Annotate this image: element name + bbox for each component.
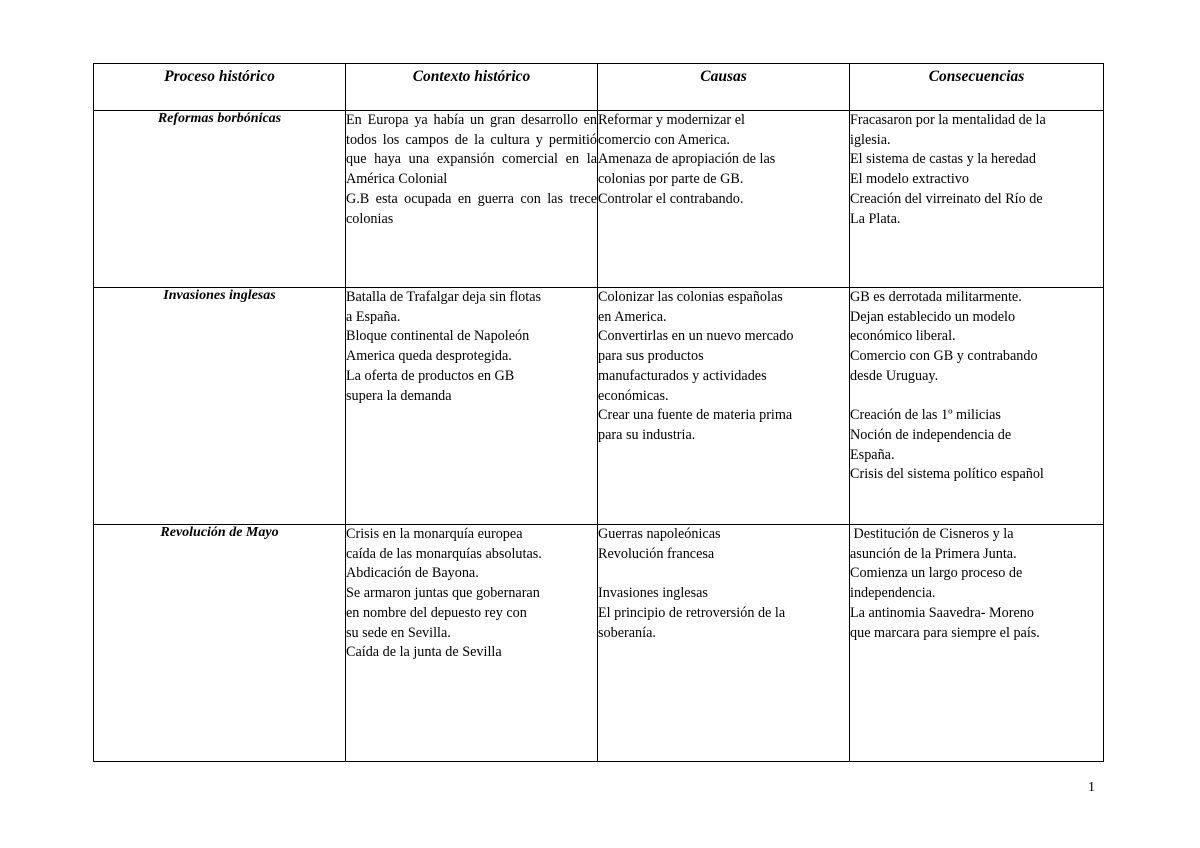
- context-line: Caída de la junta de Sevilla: [346, 644, 502, 661]
- history-table: [93, 63, 1104, 762]
- consequences-line: El sistema de castas y la heredad: [850, 151, 1036, 168]
- causes-line: Colonizar las colonias españolas: [598, 289, 783, 305]
- context-line: Crisis en la monarquía europea: [346, 526, 523, 542]
- process-name-cell: [94, 111, 346, 288]
- consequences-line: independencia.: [850, 585, 936, 602]
- context-paragraph: En Europa ya había un gran desarrollo en todos los campos de la cultura y permitió que haya una expansión comercial en la América Colonial: [346, 112, 597, 188]
- blank-line: [850, 387, 1103, 407]
- causes-line: Crear una fuente de materia prima: [598, 407, 793, 424]
- consequences-line: Dejan establecido un modelo: [850, 308, 1016, 325]
- causes-line: para su industria.: [598, 426, 696, 443]
- causes-line: Invasiones inglesas: [598, 585, 708, 602]
- blank-line: [598, 564, 849, 584]
- header-context: Contexto histórico: [346, 64, 598, 111]
- consequences-line: Fracasaron por la mentalidad de la: [850, 112, 1046, 128]
- context-paragraph: G.B esta ocupada en guerra con las trece colonias: [346, 190, 597, 227]
- consequences-line: Crisis del sistema político español: [850, 466, 1044, 483]
- context-line: Se armaron juntas que gobernaran: [346, 585, 540, 602]
- causes-line: Revolución francesa: [598, 545, 715, 562]
- causes-line: comercio con America.: [598, 131, 730, 148]
- context-line: Bloque continental de Napoleón: [346, 328, 530, 345]
- context-line: supera la demanda: [346, 387, 452, 404]
- causes-cell: [598, 288, 850, 525]
- consequences-line: España.: [850, 446, 895, 463]
- context-line: America queda desprotegida.: [346, 348, 512, 365]
- table-header-row: [94, 64, 1104, 111]
- table-row: [94, 288, 1104, 525]
- consequences-line: Creación del virreinato del Río de: [850, 190, 1043, 207]
- consequences-line: Destitución de Cisneros y la: [850, 526, 1014, 542]
- context-cell: [346, 525, 598, 762]
- causes-line: Convertirlas en un nuevo mercado: [598, 328, 794, 345]
- causes-line: soberanía.: [598, 624, 656, 641]
- causes-cell: [598, 111, 850, 288]
- consequences-line: La antinomia Saavedra- Moreno: [850, 604, 1034, 621]
- causes-line: para sus productos: [598, 348, 704, 365]
- consequences-line: Comercio con GB y contrabando: [850, 348, 1038, 365]
- causes-line: Amenaza de apropiación de las: [598, 151, 776, 168]
- causes-cell: [598, 525, 850, 762]
- consequences-line: desde Uruguay.: [850, 367, 939, 384]
- process-name-cell: [94, 525, 346, 762]
- consequences-cell: [850, 525, 1104, 762]
- context-line: a España.: [346, 308, 401, 325]
- causes-line: El principio de retroversión de la: [598, 604, 786, 621]
- process-name-cell: [94, 288, 346, 525]
- consequences-cell: [850, 111, 1104, 288]
- consequences-line: iglesia.: [850, 131, 891, 148]
- consequences-line: económico liberal.: [850, 328, 956, 345]
- causes-line: Guerras napoleónicas: [598, 526, 721, 542]
- causes-line: Reformar y modernizar el: [598, 112, 745, 128]
- context-cell: [346, 288, 598, 525]
- consequences-line: Comienza un largo proceso de: [850, 565, 1023, 582]
- process-name: Revolución de Mayo: [160, 525, 279, 540]
- header-causes: Causas: [598, 64, 850, 111]
- causes-line: Controlar el contrabando.: [598, 190, 744, 207]
- page-number: 1: [1088, 780, 1095, 795]
- causes-line: en America.: [598, 308, 667, 325]
- table-row: [94, 111, 1104, 288]
- causes-line: económicas.: [598, 387, 669, 404]
- context-line: su sede en Sevilla.: [346, 624, 451, 641]
- consequences-line: asunción de la Primera Junta.: [850, 545, 1017, 562]
- consequences-line: que marcara para siempre el país.: [850, 624, 1040, 641]
- consequences-line: Creación de las 1º milicias: [850, 407, 1001, 424]
- context-line: caída de las monarquías absolutas.: [346, 545, 542, 562]
- consequences-line: El modelo extractivo: [850, 171, 969, 188]
- context-line: Batalla de Trafalgar deja sin flotas: [346, 289, 542, 305]
- header-process: Proceso histórico: [94, 64, 346, 111]
- header-consequences: Consecuencias: [850, 64, 1104, 111]
- process-name: Invasiones inglesas: [163, 288, 276, 303]
- context-line: Abdicación de Bayona.: [346, 565, 479, 582]
- table-row: [94, 525, 1104, 762]
- context-line: La oferta de productos en GB: [346, 367, 515, 384]
- consequences-line: La Plata.: [850, 210, 901, 227]
- causes-line: manufacturados y actividades: [598, 367, 767, 384]
- context-line: en nombre del depuesto rey con: [346, 604, 527, 621]
- causes-line: colonias por parte de GB.: [598, 171, 744, 188]
- context-cell: [346, 111, 598, 288]
- consequences-line: Noción de independencia de: [850, 426, 1012, 443]
- consequences-line: GB es derrotada militarmente.: [850, 289, 1022, 305]
- process-name: Reformas borbónicas: [157, 111, 282, 126]
- consequences-cell: [850, 288, 1104, 525]
